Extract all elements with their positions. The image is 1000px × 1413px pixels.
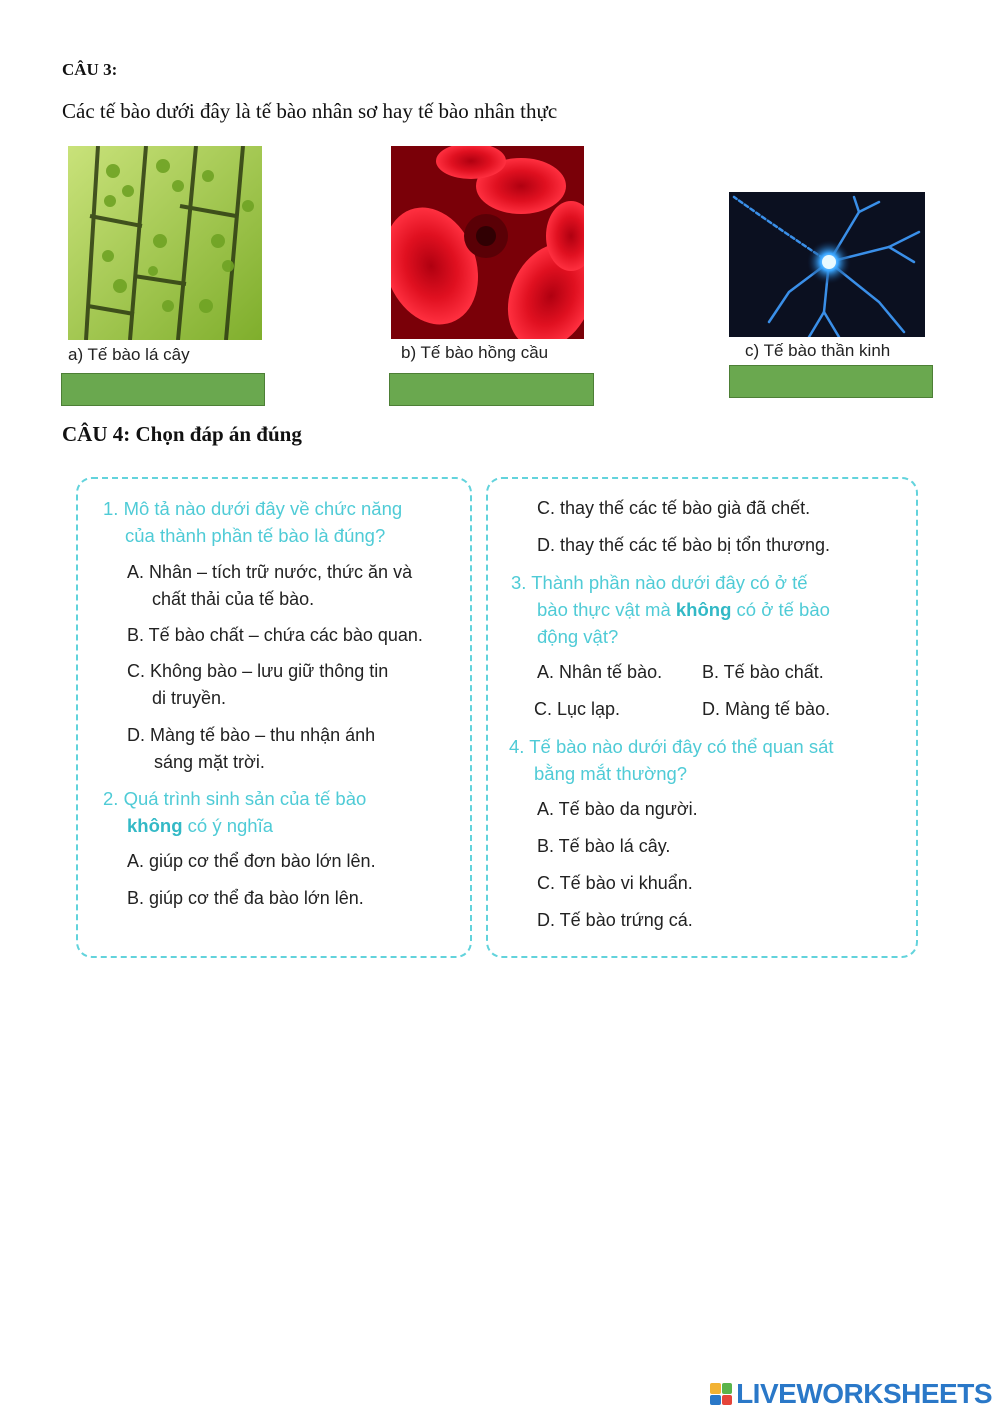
mcq-2-option-c[interactable]: C. thay thế các tế bào già đã chết. — [537, 498, 811, 518]
mcq-1-option-b[interactable]: B. Tế bào chất – chứa các bào quan. — [127, 625, 423, 645]
mcq-3-option-d[interactable]: D. Màng tế bào. — [702, 699, 831, 719]
question-3-title: CÂU 3: — [62, 60, 118, 79]
mcq-2-text: 2. Quá trình sinh sản của tế bào không có ý nghĩa — [103, 788, 367, 836]
mcq-3-option-c[interactable]: C. Lục lạp. — [534, 699, 621, 719]
red-blood-cell-answer-input[interactable] — [389, 373, 594, 406]
mcq-1-text: 1. Mô tả nào dưới đây về chức năng của thành phần tế bào là đúng? — [103, 498, 403, 546]
mcq-1-option-c[interactable]: C. Không bào – lưu giữ thông tin di truyền. — [127, 661, 389, 708]
red-blood-cell-image — [391, 146, 584, 339]
question-3-prompt: Các tế bào dưới đây là tế bào nhân sơ hay tế bào nhân thực — [62, 99, 558, 123]
neuron-cell-answer-input[interactable] — [729, 365, 933, 398]
question-4-title: CÂU 4: Chọn đáp án đúng — [62, 422, 302, 446]
mcq-4-option-c[interactable]: C. Tế bào vi khuẩn. — [537, 873, 693, 893]
mcq-2-option-b[interactable]: B. giúp cơ thể đa bào lớn lên. — [127, 888, 364, 908]
neuron-cell-caption: c) Tế bào thần kinh — [745, 341, 891, 360]
logo-text: LIVEWORKSHEETS — [736, 1378, 992, 1409]
mcq-2-option-a[interactable]: A. giúp cơ thể đơn bào lớn lên. — [127, 851, 376, 871]
mcq-3-option-b[interactable]: B. Tế bào chất. — [702, 662, 824, 682]
mcq-4-option-a[interactable]: A. Tế bào da người. — [537, 799, 698, 819]
mcq-3-option-a[interactable]: A. Nhân tế bào. — [537, 662, 663, 682]
mcq-1-option-d[interactable]: D. Màng tế bào – thu nhận ánh sáng mặt trời. — [127, 725, 376, 772]
liveworksheets-logo — [710, 1378, 992, 1410]
mcq-4-text: 4. Tế bào nào dưới đây có thể quan sát bằng mắt thường? — [509, 736, 834, 784]
red-blood-cell-caption: b) Tế bào hồng cầu — [401, 343, 549, 362]
leaf-cell-answer-input[interactable] — [61, 373, 265, 406]
mcq-1-option-a[interactable]: A. Nhân – tích trữ nước, thức ăn và chất thải của tế bào. — [127, 562, 413, 609]
mcq-4-option-b[interactable]: B. Tế bào lá cây. — [537, 836, 671, 856]
mcq-4-option-d[interactable]: D. Tế bào trứng cá. — [537, 910, 693, 930]
lw-logo-icon — [710, 1383, 732, 1405]
leaf-cell-image — [68, 146, 262, 340]
neuron-cell-image — [729, 192, 925, 337]
mcq-2-option-d[interactable]: D. thay thế các tế bào bị tổn thương. — [537, 535, 831, 555]
mcq-3-text: 3. Thành phần nào dưới đây có ở tế bào thực vật mà không có ở tế bào động vật? — [511, 572, 830, 647]
leaf-cell-caption: a) Tế bào lá cây — [68, 345, 190, 364]
